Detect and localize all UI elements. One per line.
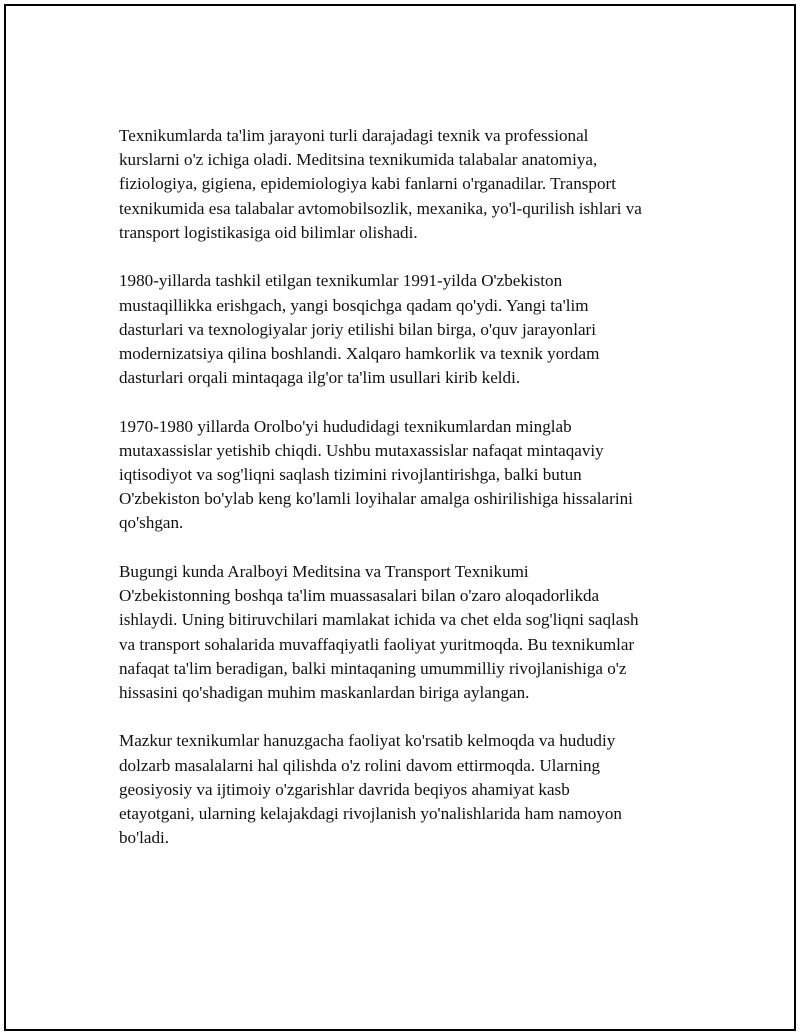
text-line: geosiyosiy va ijtimoiy o'zgarishlar davrida beqiyos ahamiyat kasb xyxy=(119,779,570,799)
text-line: transport logistikasiga oid bilimlar olishadi. xyxy=(119,222,418,242)
text-line: va transport sohalarida muvaffaqiyatli faoliyat yuritmoqda. Bu texnikumlar xyxy=(119,634,635,654)
text-line: bo'ladi. xyxy=(119,828,170,848)
text-line: Texnikumlarda ta'lim jarayoni turli darajadagi texnik va professional xyxy=(119,126,589,145)
text-line: mutaxassislar yetishib chiqdi. Ushbu mutaxassislar nafaqat mintaqaviy xyxy=(119,440,604,460)
text-line: nafaqat ta'lim beradigan, balki mintaqaning umummilliy rivojlanishiga o'z xyxy=(119,658,627,678)
text-line: mustaqillikka erishgach, yangi bosqichga qadam qo'ydi. Yangi ta'lim xyxy=(119,295,589,315)
text-line: Bugungi kunda Aralboyi Meditsina va Transport Texnikumi xyxy=(119,561,529,581)
text-line: 1970-1980 yillarda Orolbo'yi hududidagi texnikumlardan minglab xyxy=(119,416,572,436)
document-body xyxy=(119,124,699,875)
text-line: dasturlari va texnologiyalar joriy etilishi bilan birga, o'quv jarayonlari xyxy=(119,319,596,339)
text-line: etayotgani, ularning kelajakdagi rivojlanish yo'nalishlarida ham namoyon xyxy=(119,804,622,824)
text-line: kurslarni o'z ichiga oladi. Meditsina texnikumida talabalar anatomiya, xyxy=(119,150,598,170)
text-line: fiziologiya, gigiena, epidemiologiya kabi fanlarni o'rganadilar. Transport xyxy=(119,174,616,194)
text-line: hissasini qo'shadigan muhim maskanlardan biriga aylangan. xyxy=(119,682,530,702)
text-line: qo'shgan. xyxy=(119,513,184,533)
paragraph-4 xyxy=(119,560,699,705)
text-line: O'zbekistonning boshqa ta'lim muassasalari bilan o'zaro aloqadorlikda xyxy=(119,586,600,606)
document-page xyxy=(4,4,796,1031)
text-line: iqtisodiyot va sog'liqni saqlash tizimini rivojlantirishga, balki butun xyxy=(119,465,582,485)
paragraph-1 xyxy=(119,124,699,245)
paragraph-5 xyxy=(119,729,699,850)
text-line: dolzarb masalalarni hal qilishda o'z rolini davom ettirmoqda. Ularning xyxy=(119,755,601,775)
text-line: Mazkur texnikumlar hanuzgacha faoliyat ko'rsatib kelmoqda va hududiy xyxy=(119,731,616,751)
paragraph-3 xyxy=(119,415,699,536)
text-line: 1980-yillarda tashkil etilgan texnikumlar 1991-yilda O'zbekiston xyxy=(119,271,563,291)
text-line: modernizatsiya qilina boshlandi. Xalqaro hamkorlik va texnik yordam xyxy=(119,343,600,363)
text-line: dasturlari orqali mintaqaga ilg'or ta'lim usullari kirib keldi. xyxy=(119,368,521,388)
text-line: texnikumida esa talabalar avtomobilsozlik, mexanika, yo'l-qurilish ishlari va xyxy=(119,198,642,218)
text-line: ishlaydi. Uning bitiruvchilari mamlakat ichida va chet elda sog'liqni saqlash xyxy=(119,610,639,630)
text-line: O'zbekiston bo'ylab keng ko'lamli loyihalar amalga oshirilishiga hissalarini xyxy=(119,489,633,509)
paragraph-2 xyxy=(119,269,699,390)
